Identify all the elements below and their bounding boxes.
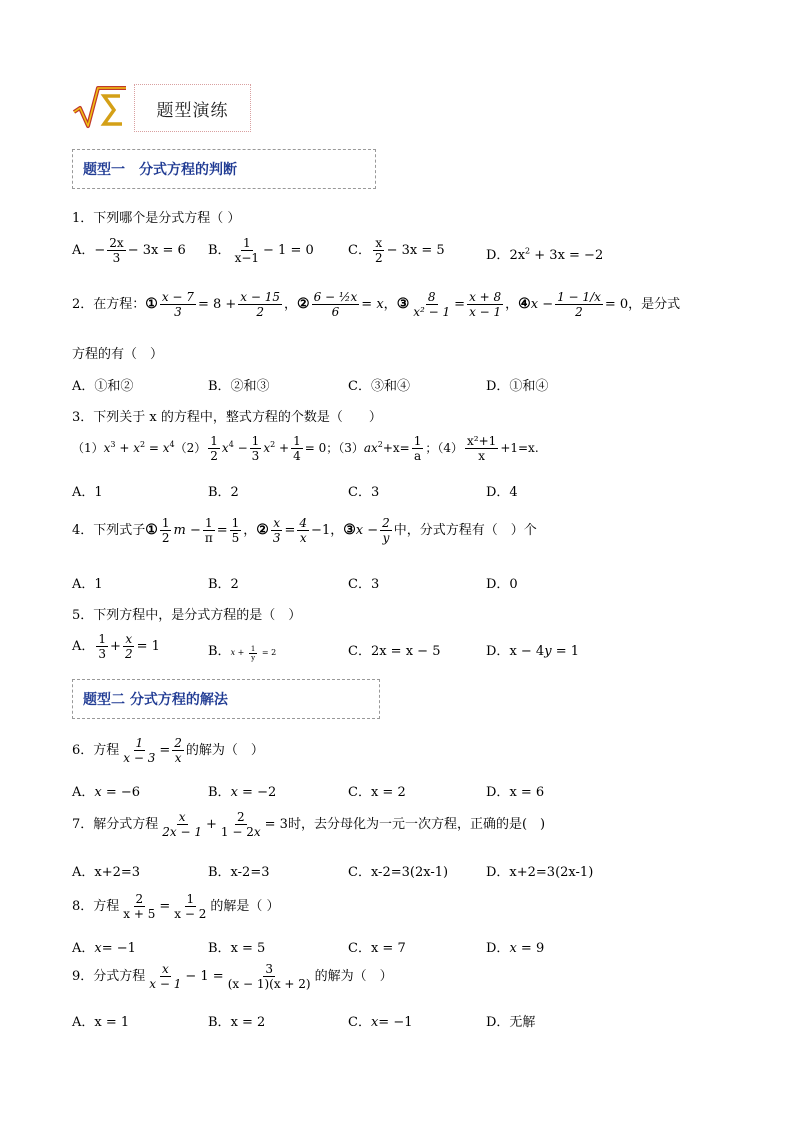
q4-option-c: C．3	[348, 577, 380, 592]
q3-option-d: D．4	[486, 485, 518, 500]
q5-option-a: A． $\frac{1}{3}$ + $\frac{x}{2}$ = 1	[72, 632, 160, 661]
q5-option-b: B．x + $\frac{1}{y}$ = 2	[208, 644, 277, 662]
q7-option-a: A．x+2=3	[72, 865, 141, 880]
question-3-equations: $(1)x^3 + x^2 = x^4(2)$ $\frac{1}{2}$ $x^4$ − $\frac{1}{3}$ $x^2$ + $\frac{1}{4}$ = 0；$(3)ax^2+x=$ $\frac{1}{a}$ ；（4） $\frac{\text{x²+1}}{x}$ +1=x.	[72, 434, 539, 463]
q6-option-b: B．x = −2	[208, 785, 277, 800]
q8-option-c: C．x = 7	[348, 941, 406, 956]
question-2-stem-cont: 方程的有（ ）	[72, 347, 164, 362]
q6-option-c: C．x = 2	[348, 785, 406, 800]
q2-option-a: A．①和②	[72, 379, 134, 394]
q7-option-b: B．x-2=3	[208, 865, 270, 880]
q9-option-b: B．x = 2	[208, 1015, 266, 1030]
q6-option-a: A．x = −6	[72, 785, 141, 800]
q9-option-c: C．x= −1	[348, 1015, 413, 1030]
q5-option-d: D．x − 4y = 1	[486, 644, 579, 659]
q9-option-a: A．x = 1	[72, 1015, 130, 1030]
question-8-stem: 8．方程 $\frac{2}{x + 5}$ = $\frac{1}{x - 2}$ 的解是（ ）	[72, 892, 280, 921]
section-title-1: 题型一 分式方程的判断	[72, 149, 376, 189]
q2-option-c: C．③和④	[348, 379, 410, 394]
q4-option-b: B．2	[208, 577, 239, 592]
question-2-stem: 2．在方程：① $\frac{x - 7}{3}$ = 8 + $\frac{x - 15}{2}$ ，② $\frac{\text{6 − ½x}}{6}$ = x，③ $\frac{8}{\text{x² − 1}}$ = $\frac{x + 8}{x - 1}$ ，④x − $\frac{1 - 1/x}{2}$ = 0，是分式	[72, 290, 681, 319]
q2-option-d: D．①和④	[486, 379, 549, 394]
q2-option-b: B．②和③	[208, 379, 270, 394]
question-5-stem: 5．下列方程中，是分式方程的是（ ）	[72, 608, 302, 623]
q3-option-b: B．2	[208, 485, 239, 500]
q4-option-a: A．1	[72, 577, 103, 592]
q9-option-d: D．无解	[486, 1015, 536, 1030]
page-title: 题型演练	[134, 84, 251, 132]
question-9-stem: 9．分式方程 $\frac{x}{x - 1}$ − 1 = $\frac{3}{(x - 1)(x + 2)}$ 的解为（ ）	[72, 962, 393, 991]
q8-option-d: D．x = 9	[486, 941, 545, 956]
q1-option-b: B． $\frac{1}{x-1}$ − 1 = 0	[208, 236, 314, 265]
q3-option-c: C．3	[348, 485, 380, 500]
q5-option-c: C．2x = x − 5	[348, 644, 441, 659]
question-7-stem: 7．解分式方程 $\frac{x}{2x - 1}$ + $\frac{2}{1 - 2x}$ = 3时，去分母化为一元一次方程，正确的是( )	[72, 810, 546, 839]
q8-option-b: B．x = 5	[208, 941, 266, 956]
question-4-stem: 4．下列式子① $\frac{1}{2}$ m − $\frac{1}{\pi}$ = $\frac{1}{5}$ ，② $\frac{x}{3}$ = $\frac{4}{x}$ −1，③x − $\frac{2}{y}$ 中，分式方程有（ ）个	[72, 516, 537, 545]
q7-option-d: D．x+2=3(2x-1)	[486, 865, 594, 880]
q3-option-a: A．1	[72, 485, 103, 500]
q4-option-d: D．0	[486, 577, 518, 592]
q6-option-d: D．x = 6	[486, 785, 545, 800]
question-3-stem: 3．下列关于 x 的方程中，整式方程的个数是（ ）	[72, 410, 382, 425]
q1-option-c: C． $\frac{x}{2}$ − 3x = 5	[348, 236, 445, 265]
sqrt-sigma-logo	[72, 82, 128, 132]
q1-option-d: D．$2x^2 + 3x = -2$	[486, 246, 604, 263]
q8-option-a: A．x= −1	[72, 941, 136, 956]
q1-option-a: A．− $\frac{2x}{3}$ − 3x = 6	[72, 236, 186, 265]
question-6-stem: 6．方程 $\frac{1}{x - 3}$ = $\frac{2}{x}$ 的解为（ ）	[72, 736, 264, 765]
question-1-stem: 1．下列哪个是分式方程（ ）	[72, 211, 241, 226]
section-title-2: 题型二 分式方程的解法	[72, 679, 380, 719]
q7-option-c: C．x-2=3(2x-1)	[348, 865, 449, 880]
